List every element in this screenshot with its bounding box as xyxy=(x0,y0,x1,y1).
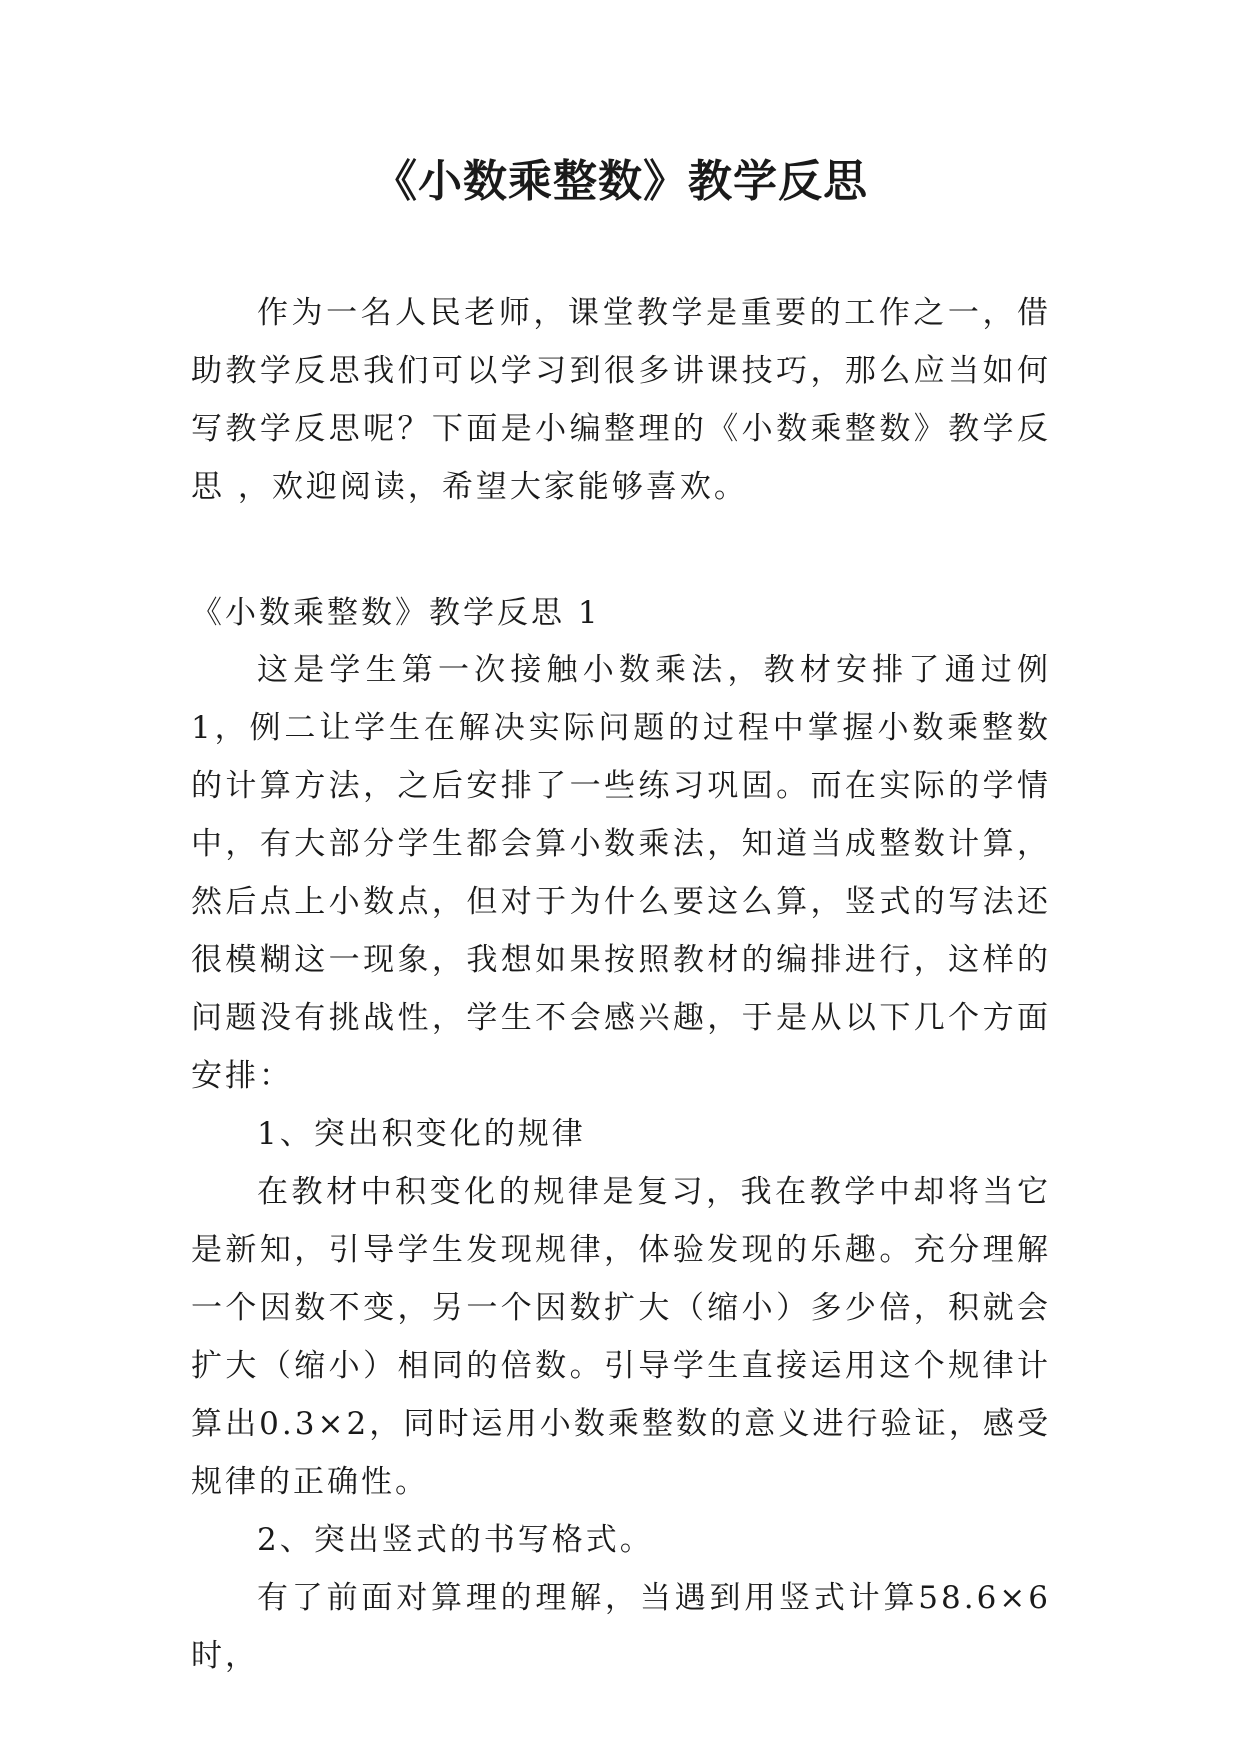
section-body xyxy=(191,641,1051,1685)
paragraph: 这是学生第一次接触小数乘法，教材安排了通过例1，例二让学生在解决实际问题的过程中掌握小数乘整数的计算方法，之后安排了一些练习巩固。而在实际的学情中，有大部分学生都会算小数乘法，知道当成整数计算，然后点上小数点，但对于为什么要这么算，竖式的写法还很模糊这一现象，我想如果按照教材的编排进行，这样的问题没有挑战性，学生不会感兴趣，于是从以下几个方面安排： xyxy=(191,652,1051,1094)
paragraph: 有了前面对算理的理解，当遇到用竖式计算58.6×6时， xyxy=(191,1580,1051,1674)
intro-paragraph: 作为一名人民老师，课堂教学是重要的工作之一，借助教学反思我们可以学习到很多讲课技巧，那么应当如何写教学反思呢？下面是小编整理的《小数乘整数》教学反思 ，欢迎阅读，希望大家能够喜欢。 xyxy=(191,295,1051,505)
paragraph: 在教材中积变化的规律是复习，我在教学中却将当它是新知，引导学生发现规律，体验发现的乐趣。充分理解一个因数不变，另一个因数扩大（缩小）多少倍，积就会扩大（缩小）相同的倍数。引导学生直接运用这个规律计算出0.3×2，同时运用小数乘整数的意义进行验证，感受规律的正确性。 xyxy=(191,1174,1051,1500)
subheading: 1、突出积变化的规律 xyxy=(257,1116,586,1152)
section-heading: 《小数乘整数》教学反思 1 xyxy=(191,595,601,631)
subheading: 2、突出竖式的书写格式。 xyxy=(257,1522,654,1558)
document-title: 《小数乘整数》教学反思 xyxy=(373,156,868,207)
